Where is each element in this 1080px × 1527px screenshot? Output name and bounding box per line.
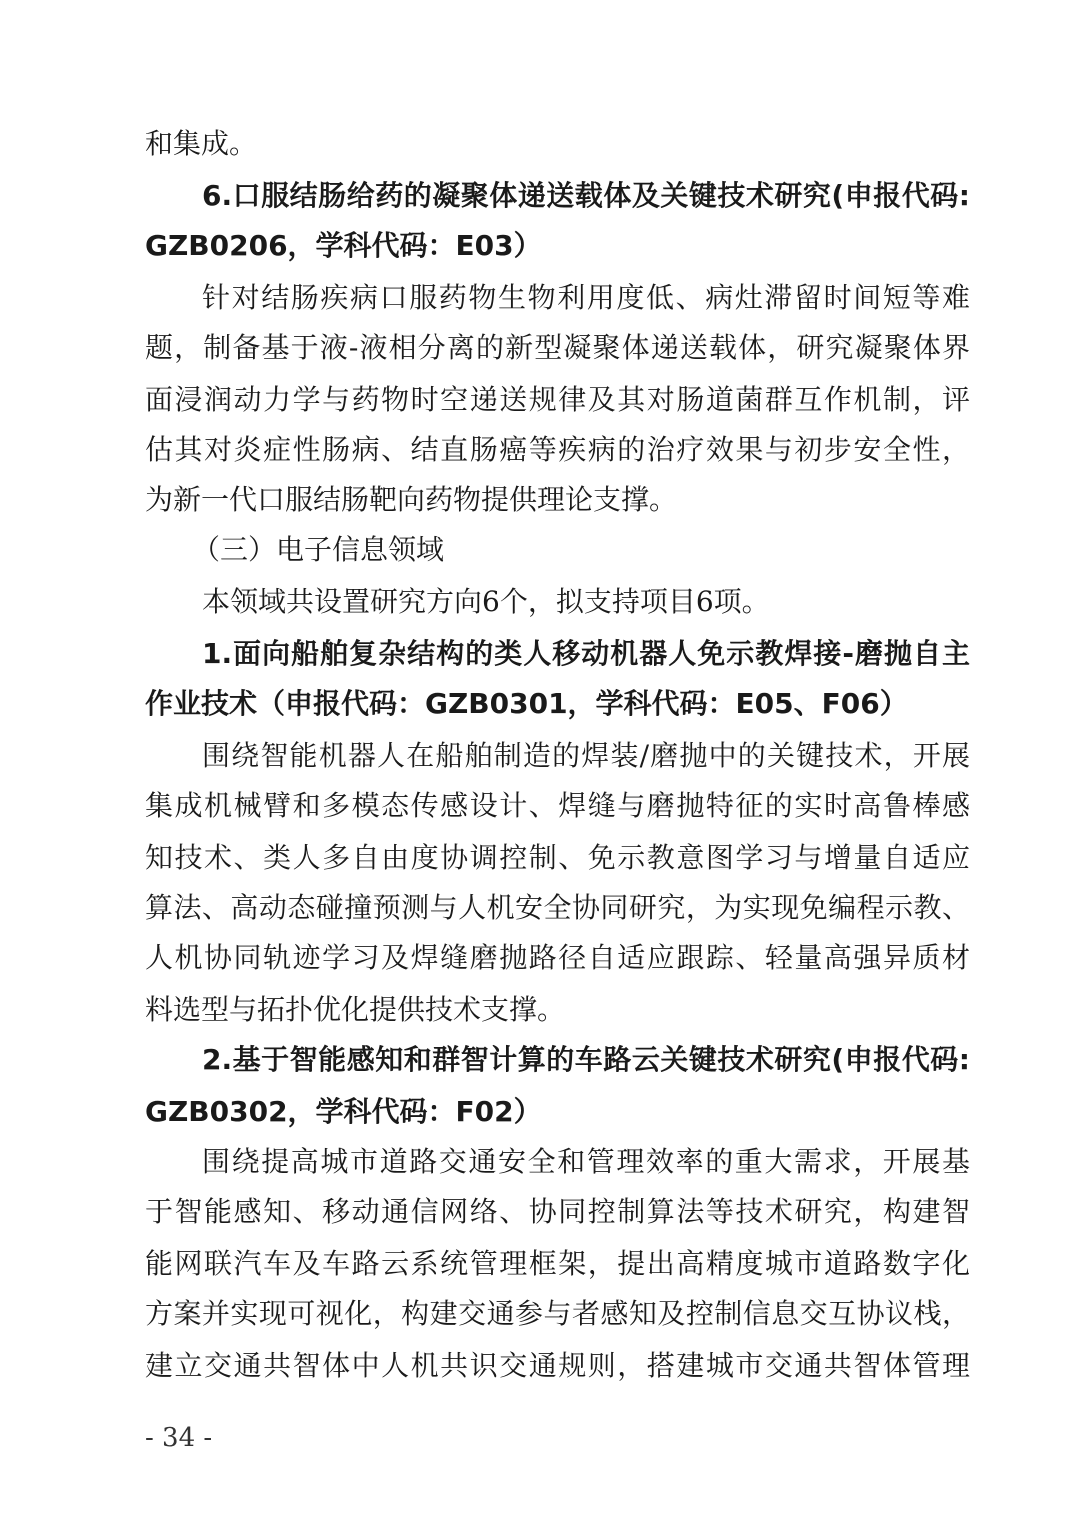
- body-text-line: 方案并实现可视化，构建交通参与者感知及控制信息交互协议栈，: [145, 1297, 970, 1330]
- body-text-line: 料选型与拓扑优化提供技术支撑。: [145, 993, 566, 1026]
- body-text-line: 估其对炎症性肠病、结直肠癌等疾病的治疗效果与初步安全性，: [145, 433, 970, 466]
- body-text-line: 本领域共设置研究方向6个，拟支持项目6项。: [202, 585, 770, 618]
- subsection-title: （三）电子信息领域: [192, 533, 445, 566]
- body-text-line: 围绕提高城市道路交通安全和管理效率的重大需求，开展基: [202, 1145, 970, 1178]
- body-text-line: 人机协同轨迹学习及焊缝磨抛路径自适应跟踪、轻量高强异质材: [145, 941, 970, 974]
- section-heading: 1.面向船舶复杂结构的类人移动机器人免示教焊接-磨抛自主: [202, 637, 970, 670]
- section-heading-continuation: GZB0302，学科代码：F02）: [145, 1095, 542, 1128]
- section-heading-continuation: 作业技术（申报代码：GZB0301，学科代码：E05、F06）: [145, 687, 908, 720]
- body-text-line: 集成机械臂和多模态传感设计、焊缝与磨抛特征的实时高鲁棒感: [145, 789, 970, 822]
- section-heading: 6.口服结肠给药的凝聚体递送载体及关键技术研究(申报代码:: [202, 179, 970, 212]
- section-heading-continuation: GZB0206，学科代码：E03）: [145, 229, 542, 262]
- body-text-line: 建立交通共智体中人机共识交通规则，搭建城市交通共智体管理: [145, 1349, 970, 1382]
- body-text-line: 算法、高动态碰撞预测与人机安全协同研究，为实现免编程示教、: [145, 891, 970, 924]
- body-text-line: 面浸润动力学与药物时空递送规律及其对肠道菌群互作机制，评: [145, 383, 970, 416]
- body-text-line: 和集成。: [145, 127, 258, 160]
- body-text-line: 于智能感知、移动通信网络、协同控制算法等技术研究，构建智: [145, 1195, 970, 1228]
- body-text-line: 知技术、类人多自由度协调控制、免示教意图学习与增量自适应: [145, 841, 970, 874]
- body-text-line: 为新一代口服结肠靶向药物提供理论支撑。: [145, 483, 678, 516]
- body-text-line: 针对结肠疾病口服药物生物利用度低、病灶滞留时间短等难: [202, 281, 970, 314]
- section-heading: 2.基于智能感知和群智计算的车路云关键技术研究(申报代码:: [202, 1043, 970, 1076]
- body-text-line: 题，制备基于液-液相分离的新型凝聚体递送载体，研究凝聚体界: [145, 331, 970, 364]
- page-number: - 34 -: [145, 1423, 213, 1453]
- body-text-line: 围绕智能机器人在船舶制造的焊装/磨抛中的关键技术，开展: [202, 739, 970, 772]
- body-text-line: 能网联汽车及车路云系统管理框架，提出高精度城市道路数字化: [145, 1247, 970, 1280]
